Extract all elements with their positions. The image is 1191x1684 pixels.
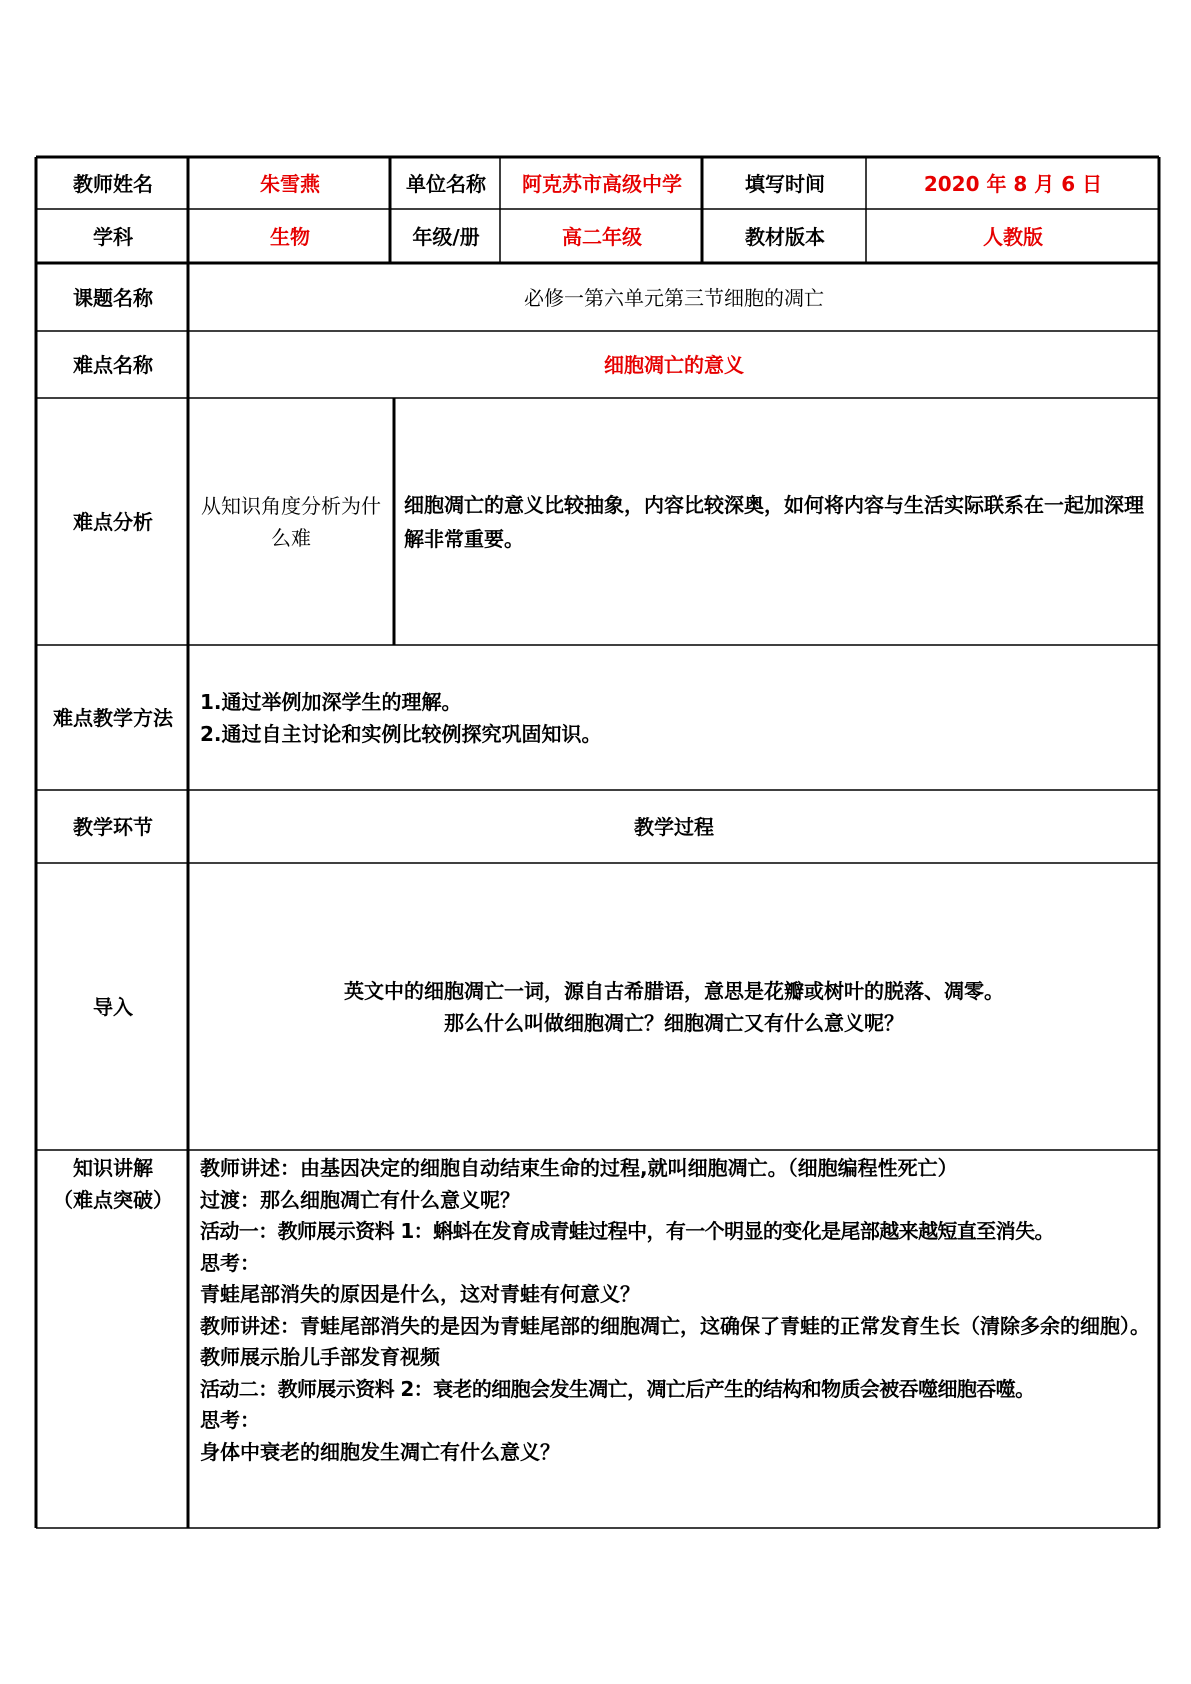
grade-value: 高二年级 [562, 224, 642, 249]
knowledge-line: 青蛙尾部消失的原因是什么，这对青蛙有何意义？ [200, 1282, 640, 1306]
edition-label: 教材版本 [745, 224, 825, 249]
knowledge-line: 活动二：教师展示资料 2：衰老的细胞会发生凋亡，凋亡后产生的结构和物质会被吞噬细胞吞噬。 [200, 1376, 1035, 1401]
unit-name-value: 阿克苏市高级中学 [522, 172, 682, 196]
knowledge-line: 身体中衰老的细胞发生凋亡有什么意义？ [200, 1439, 560, 1464]
edition-value: 人教版 [983, 224, 1043, 249]
knowledge-line: 教师展示胎儿手部发育视频 [200, 1345, 440, 1369]
difficulty-label: 难点名称 [73, 353, 153, 377]
analysis-sub-label: 从知识角度分析为什么难 [201, 494, 381, 550]
subject-label: 学科 [93, 224, 133, 249]
intro-line: 英文中的细胞凋亡一词，源自古希腊语，意思是花瓣或树叶的脱落、凋零。 [344, 979, 1004, 1003]
topic-value: 必修一第六单元第三节细胞的凋亡 [524, 286, 824, 310]
teacher-name-label: 教师姓名 [73, 172, 153, 196]
method-item: 1.通过举例加深学生的理解。 [200, 690, 462, 714]
subject-value: 生物 [270, 224, 310, 249]
intro-text [190, 864, 1158, 1150]
knowledge-content [200, 1153, 1150, 1468]
process-header: 教学过程 [634, 815, 714, 839]
difficulty-value: 细胞凋亡的意义 [604, 353, 744, 377]
knowledge-line: 教师讲述：青蛙尾部消失的是因为青蛙尾部的细胞凋亡，这确保了青蛙的正常发育生长（清除多余的细胞）。 [200, 1313, 1150, 1338]
stage-header: 教学环节 [73, 815, 153, 839]
intro-label: 导入 [93, 995, 133, 1019]
intro-line: 那么什么叫做细胞凋亡？细胞凋亡又有什么意义呢？ [444, 1011, 904, 1035]
knowledge-line: 教师讲述：由基因决定的细胞自动结束生命的过程,就叫细胞凋亡。（细胞编程性死亡） [200, 1156, 958, 1180]
method-label: 难点教学方法 [53, 706, 173, 730]
topic-label: 课题名称 [73, 286, 153, 310]
teacher-name-value: 朱雪燕 [260, 172, 320, 196]
analysis-text: 细胞凋亡的意义比较抽象，内容比较深奥，如何将内容与生活实际联系在一起加深理解非常重要。 [404, 493, 1144, 551]
knowledge-line: 思考： [200, 1250, 260, 1275]
method-item: 2.通过自主讨论和实例比较例探究巩固知识。 [200, 722, 602, 746]
grade-label: 年级/册 [412, 224, 480, 249]
fill-date-label: 填写时间 [745, 172, 825, 196]
knowledge-line: 思考： [200, 1408, 260, 1432]
knowledge-label-line1: 知识讲解 [73, 1156, 153, 1180]
method-list [200, 646, 1150, 790]
unit-name-label: 单位名称 [406, 172, 486, 196]
knowledge-line: 过渡：那么细胞凋亡有什么意义呢？ [200, 1187, 520, 1212]
analysis-label: 难点分析 [73, 510, 153, 534]
fill-date-value: 2020 年 8 月 6 日 [923, 172, 1103, 196]
knowledge-label-line2: （难点突破） [53, 1187, 173, 1212]
knowledge-line: 活动一：教师展示资料 1：蝌蚪在发育成青蛙过程中，有一个明显的变化是尾部越来越短直至消失。 [200, 1219, 1054, 1243]
knowledge-label [38, 1153, 188, 1216]
